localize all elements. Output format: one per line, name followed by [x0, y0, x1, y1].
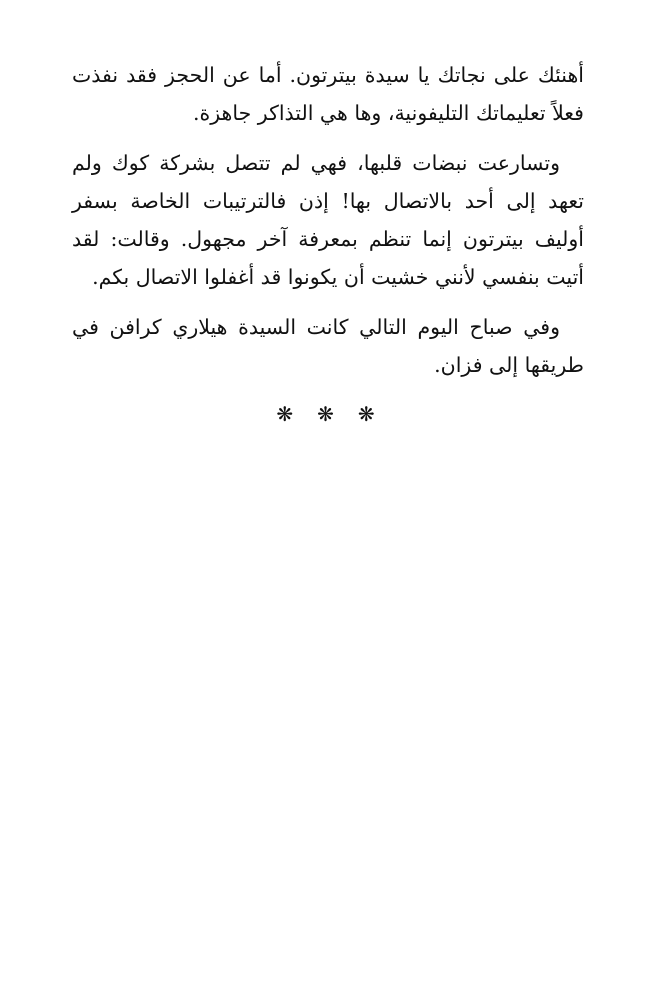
section-separator: ❋❋❋ [276, 402, 399, 426]
paragraph-1: أهنئك على نجاتك يا سيدة بيترتون. أما عن الحجز فقد نفذت فعلاً تعليماتك التليفونية، وها هي التذاكر جاهزة. [72, 63, 584, 125]
paragraph-2: وتسارعت نبضات قلبها، فهي لم تتصل بشركة كوك ولم تعهد إلى أحد بالاتصال بها! إذن فالترتيبات الخاصة بسفر أوليف بيترتون إنما تنظم بمعرفة آخر مجهول. وقالت: لقد أتيت بنفسي لأنني خشيت أن يكونوا قد أغفلوا الاتصال بكم. [72, 151, 584, 289]
body-text [72, 56, 584, 384]
paragraph-3: وفي صباح اليوم التالي كانت السيدة هيلاري كرافن في طريقها إلى فزان. [72, 315, 584, 377]
